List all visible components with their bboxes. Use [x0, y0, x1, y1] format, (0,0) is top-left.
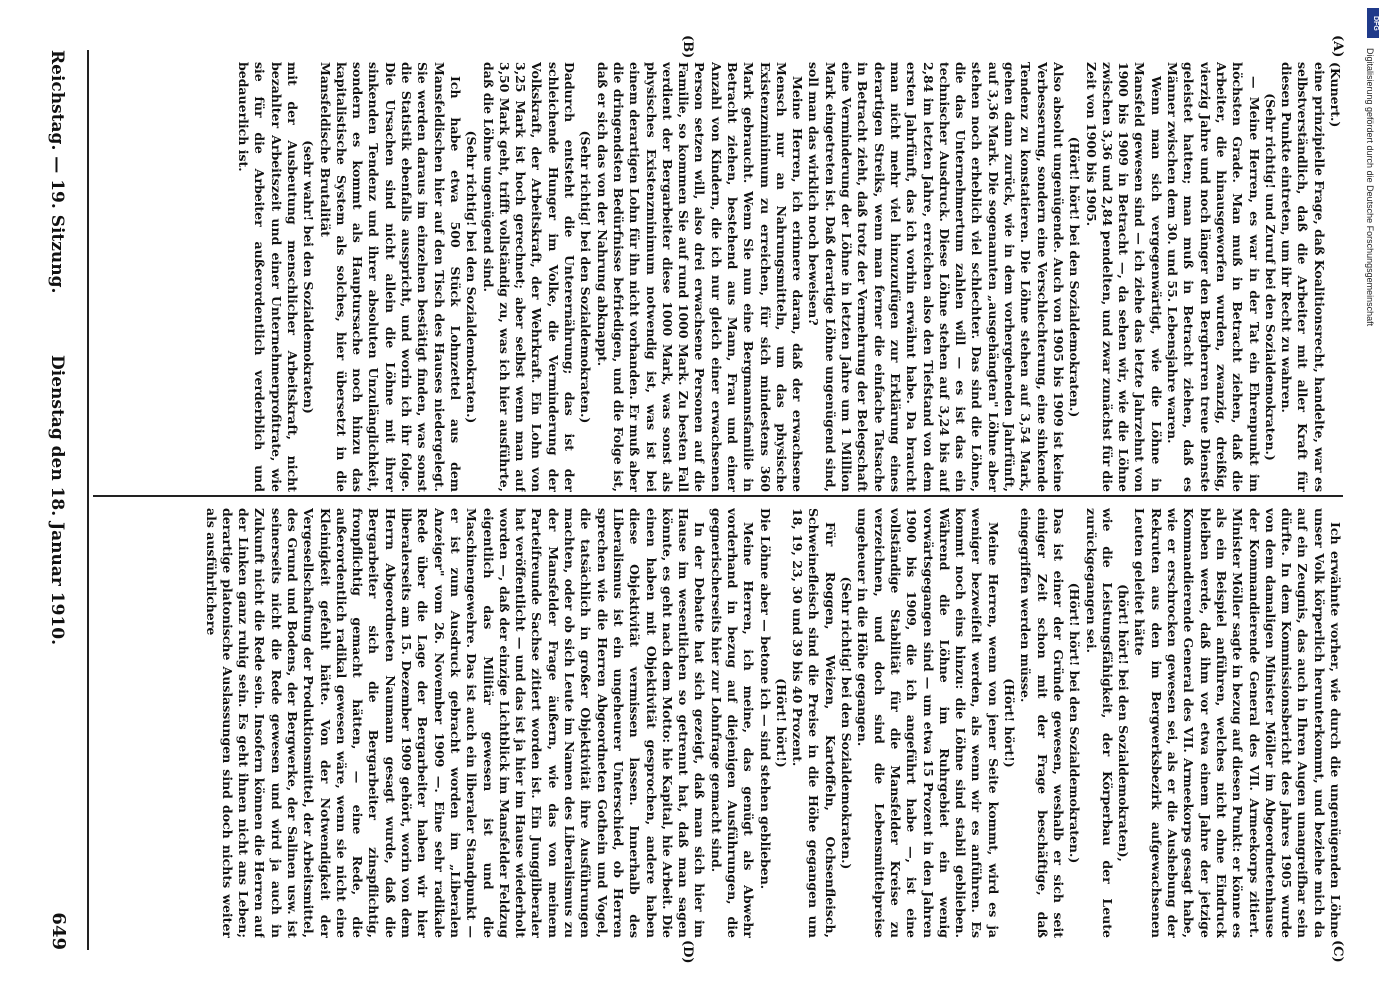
interjection: (Sehr richtig! und Zuruf bei den Sozialdemokraten.): [1262, 93, 1278, 461]
paragraph: Ich erwähnte vorher, wie durch die ungenügenden Löhne unser Volk körperlich herunterkommt, und beziehe mich da auf ein Zeugnis, das auch in Ihren Augen unangreifbar sein dürfte. In dem Kommissionsbericht des Jahres 1905 wurde von dem damaligen Minister Möller im Abgeordnetenhause der Kommandierende General des VII. Armeekorps zitiert. Minister Möller sagte in bezug auf diesen Punkt: er könne es als ein Beispiel anführen, welches nicht ohne Eindruck bleiben werde, daß ihm vor etwa einem Jahre der jetzige Kommandierende General des VII. Armeekorps gesagt habe, wie er erschrocken gewesen sei, als er die Aushebung der Rekruten aus den im Bergwerksbezirk aufgewachsenen Leuten geleitet hätte: [1132, 508, 1343, 938]
paragraph: Meine Herren, wenn von jener Seite kommt, wird es ja weniger bezweifelt werden, als wenn wir es anführen. Es kommt noch eins hinzu: die Löhne sind stabil geblieben. Während die Löhne im Ruhrgebiet ein wenig vorwärtsgegangen sind — um etwa 15 Prozent in den Jahren 1900 bis 1909, die ich angeführt habe —, ist eine vollständige Stabilität für die Mansfelder Kreise zu verzeichnen, und doch sind die Lebensmittelpreise ungeheuer in die Höhe gegangen.: [855, 508, 1001, 938]
paragraph: eine prinzipielle Frage, daß Koalitionsrecht, handelte, war es selbstverständlich, daß die Arbeiter mit aller Kraft für diesen Punkte eintreten, um ihr Recht zu wahren.: [1279, 62, 1327, 492]
header-rule: [87, 50, 89, 950]
dfg-logo: DFG: [1367, 8, 1379, 38]
paragraph: wie die Leistungsfähigkeit, der Körperbau der Leute zurückgegangen sei.: [1083, 508, 1115, 938]
interjection: (Sehr richtig! bei den Sozialdemokraten.): [839, 576, 855, 870]
paragraph: Für Roggen, Weizen, Kartoffeln, Ochsenfleisch, Schweinefleisch sind die Preise in die Höhe gegangen um 18, 19, 23, 30 und 39 bis 40 Prozent.: [790, 508, 838, 938]
interjection: (Hört! hört! bei den Sozialdemokraten.): [1067, 136, 1083, 418]
interjection: (Hört! hört! bei den Sozialdemokraten.): [1067, 582, 1083, 864]
interjection: (sehr wahr! bei den Sozialdemokraten): [301, 140, 317, 414]
paragraph: Dadurch entsteht die Unterernährung; das ist der schleichende Hunger im Volke, die Verminderung der Volkskraft, der Arbeitskraft, der Wehrkraft. Ein Lohn von 3,25 Mark ist hoch gerechnet; aber selbst wenn man auf 3,50 Mark geht, trifft vollständig zu, was ich hier ausführte, daß die Löhne ungenügend sind.: [480, 62, 578, 492]
margin-marker-b: (B): [680, 35, 695, 59]
interjection: (hört! hört! bei den Sozialdemokraten),: [1116, 584, 1132, 862]
interjection: (Sehr richtig! bei den Sozialdemokraten.): [464, 130, 480, 424]
paragraph: Ich habe etwa 500 Stück Lohnzettel aus dem Mansfeldischen hier auf den Tisch des Hauses niedergelegt. Sie werden daraus im einzelnen bestätigt finden, was sonst die Statistik ebenfalls ausspricht, und worin ich ihr folge. Die Ursachen sind nicht allein die Löhne mit ihrer sinkenden Tendenz und ihrer absoluten Unzulänglichkeit, sondern es kommt als Hauptursache noch hinzu das kapitalistische System als solches, hier übersetzt in die Mansfeldische Brutalität: [317, 62, 463, 492]
interjection: (Hört! hört!): [773, 678, 789, 768]
margin-marker-d: (D): [680, 940, 695, 964]
paragraph: mit der Ausbeutung menschlicher Arbeitskraft, nicht bezahlter Arbeitszeit und einer Unternehmerprofitrate, wie sie für die Arbeiter außerordentlich verderblich und bedauerlich ist.: [236, 62, 300, 492]
paragraph: Die Löhne aber — betone ich — sind stehen geblieben.: [757, 508, 773, 890]
paragraph: Meine Herren, ich erinnere daran, daß der erwachsene Mensch nur an Nahrungsmitteln, um das physische Existenzminimum zu erreichen, für sich mindestens 360 Mark gebraucht. Wenn Sie nun eine Bergmannsfamilie in Betracht ziehen, bestehend aus Mann, Frau und einer Anzahl von Kindern, die ich nur gleich einer erwachsenen Person setzen will, also drei erwachsene Personen auf die Familie, so kommen Sie auf rund 1000 Mark. Zu besten Fall verdient der Bergarbeiter diese 1000 Mark, was sonst als physisches Existenzminimum notwendig ist, was ist bei einem derartigen Lohn für ihn nicht vorhanden. Er muß aber die dringendsten Bedürfnisse befriedigen, und die Folge ist, daß er sich das von der Nahrung abknappt.: [594, 62, 806, 492]
margin-marker-c: (C): [1330, 940, 1345, 963]
column-divider: [93, 495, 1343, 497]
margin-marker-a: (A): [1330, 35, 1345, 58]
paragraph: Also absolut ungenügende. Auch von 1905 bis 1909 ist keine Verbesserung, sondern eine Verschlechterung, eine sinkende Tendenz zu konstatieren. Die Löhne stehen auf 3,54 Mark, gehen dann zurück, wie in dem vorhergehenden Jahrfünft, auf 3,36 Mark. Die sogenannten „ausgehängten" Löhne aber stehen noch erheblich viel schlechter. Das sind die Löhne, die das Unternehmertum zahlen will — es ist das ein technischer Ausdruck. Diese Löhne stehen auf 3,24 bis auf 2,84 im letzten Jahre, erreichen also den Tiefstand von dem ersten Jahrfünft, das ich vorhin erwähnt habe. Da braucht man nicht mehr viel hinzuzufügen zur Erklärung eines derartigen Streiks, wenn man ferner die einfache Tatsache in Betracht zieht, daß trotz der Vermehrung der Belegschaft eine Verminderung der Löhne in letzten Jahre um 1 Million Mark eingetreten ist. Daß derartige Löhne ungenügend sind, soll man das wirklich noch beweisen?: [806, 62, 1066, 492]
left-column: [98, 62, 1343, 492]
header-center: Dienstag den 18. Januar 1910.: [47, 355, 67, 645]
digitization-credit: Digitalisierung gefördert durch die Deutsche Forschungsgemeinschaft: [1365, 48, 1375, 327]
interjection: (Hört! hört!): [1002, 678, 1018, 768]
speaker-tag: (Kunert.): [1328, 62, 1343, 128]
paragraph: Das ist einer der Gründe gewesen, weshalb er sich seit einiger Zeit schon mit der Frage beschäftige, daß eingegriffen werden müsse.: [1018, 508, 1066, 938]
paragraph: In der Debatte hat sich gezeigt, daß man sich hier im Hause im wesentlichen so getrennt hat, daß man sagen könnte, es geht nach dem Motto: hie Kapital, hie Arbeit. Die einen haben mit Objektivität gesprochen, andere haben diese Objektivität vermissen lassen. Innerhalb des Liberalismus ist ein ungeheurer Unterschied, ob Herren sprechen wie die Herren Abgeordneten Gothein und Vogel, die tatsächlich in großer Objektivität ihre Ausführungen machten, oder ob sich Leute im Namen des Liberalismus zu der Mansfelder Frage äußern, wie das von meinem Parteifreunde Sachse zitiert worden ist. Ein Junggliberaler hat veröffentlicht — und das ist ja hier im Hause wiederholt worden —, daß der einzige Lichtblick im Mansfelder Feldzug eigentlich das Militär gewesen ist und die Maschinengewehre. Das ist auch ein liberaler Standpunkt — er ist zum Ausdruck gebracht worden im „Liberalen Anzeiger" vom 26. November 1909 —. Eine sehr radikale Rede über die Lage der Bergarbeiter haben wir hier liberalerseits am 15. Dezember 1909 gehört, worin von dem Herrn Abgeordneten Naumann gesagt wurde, daß die Bergarbeiter sich die Bergarbeiter zinspflichtig, fronpflichtig gemacht hätten, — eine Rede, die außerordentlich radikal gewesen wäre, wenn sie nicht eine Kleinigkeit gefehlt hätte. Von der Notwendigkeit der Vergesellschaftung der Produktionsmittel, der Arbeitsmittel, des Grund und Bodens, der Bergwerke, der Salinen usw. ist seinerseits nicht die Rede gewesen und wird ja auch in Zukunft nicht die Rede sein. Insofern können die Herren auf der Linken ganz ruhig sein. Es geht ihnen nicht ans Leben; derartige platonische Auslassungen sind doch nichts weiter als ausführlichere: [203, 508, 708, 938]
paragraph: — Meine Herren, es war in der Tat ein Ehrenpunkt im höchsten Grade. Man muß in Betracht ziehen, daß die Arbeiter, die hinausgeworfen wurden, zwanzig, dreißig, vierzig Jahre und noch länger den Bergherren treue Dienste geleistet hatten; man muß in Betracht ziehen, daß es Männer zwischen dem 30. und 55. Lebensjahre waren.: [1165, 62, 1262, 492]
paragraph: Meine Herren, ich meine, das genügt als Abwehr vorderhand in bezug auf diejenigen Ausführungen, die gegnerischerseits hier zur Lohnfrage gemacht sind.: [708, 508, 757, 938]
right-column: [98, 508, 1343, 938]
page-header: [37, 50, 73, 950]
interjection: (Sehr richtig! bei den Sozialdemokraten.): [578, 130, 594, 424]
page-number: 649: [48, 912, 69, 950]
header-left: Reichstag. — 19. Sitzung.: [47, 50, 67, 294]
paragraph: Wenn man sich vergegenwärtigt, wie die Löhne in Mansfeld gewesen sind — ich ziehe das letzte Jahrzehnt von 1900 bis 1909 in Betracht —, da sehen wir, wie die Löhne zwischen 3,36 und 2,84 pendelten, und zwar zunächst für die Zeit von 1900 bis 1905.: [1083, 62, 1164, 492]
